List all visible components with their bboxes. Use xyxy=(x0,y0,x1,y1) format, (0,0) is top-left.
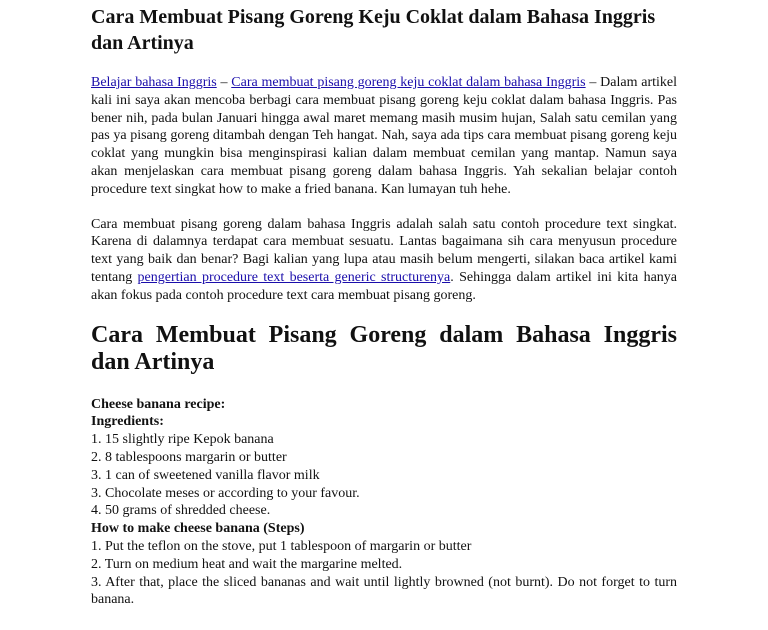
article-title: Cara Membuat Pisang Goreng Keju Coklat dalam Bahasa Inggris dan Artinya xyxy=(91,6,656,54)
learn-english-link[interactable]: Belajar bahasa Inggris xyxy=(91,75,217,90)
article-content xyxy=(91,4,677,609)
ingredient-item: 4. 50 grams of shredded cheese. xyxy=(91,503,271,519)
ingredient-item: 1. 15 slightly ripe Kepok banana xyxy=(91,432,274,448)
second-text-before: Cara membuat pisang goreng dalam bahasa Inggris adalah salah satu contoh procedure text singkat. Karena di dalamnya terdapat cara membuat sesuatu. Lantas bagaimana sih cara menyusun procedure text yang baik dan benar? Bagi kalian yang lupa atau masih belum mengerti, silakan baca artikel kami tentang xyxy=(91,216,677,285)
step-item: 3. After that, place the sliced bananas and wait until lightly browned (not burnt). Do not forget to turn banana. xyxy=(91,574,677,608)
link-separator: – xyxy=(216,75,232,90)
ingredients-label: Ingredients: xyxy=(91,414,164,430)
procedure-text-link[interactable]: pengertian procedure text beserta generic structurenya xyxy=(137,269,451,285)
recipe-section xyxy=(91,396,677,610)
second-paragraph xyxy=(91,216,677,305)
intro-paragraph xyxy=(91,74,677,199)
ingredient-item: 3. Chocolate meses or according to your favour. xyxy=(91,485,360,501)
intro-text: – Dalam artikel kali ini saya akan mencoba berbagi cara membuat pisang goreng keju coklat dalam bahasa Inggris. Pas bener nih, pada bulan Januari hingga awal maret memang masih musim hujan, Salah satu cemilan yang pas ya pisang goreng ditambah dengan Teh hangat. Nah, saya ada tips cara membuat pisang goreng keju coklat yang mungkin bisa menginspirasi kalian dalam membuat cemilan yang mantap. Namun saya akan menjelaskan cara membuat pisang goreng dalam bahasa Inggris. Yah sekalian belajar contoh procedure text singkat how to make a fried banana. Kan lumayan tuh hehe. xyxy=(91,75,678,197)
article-link[interactable]: Cara membuat pisang goreng keju coklat dalam bahasa Inggris xyxy=(231,75,586,90)
steps-label: How to make cheese banana (Steps) xyxy=(91,521,305,537)
recipe-title: Cheese banana recipe: xyxy=(91,396,226,412)
step-item: 1. Put the teflon on the stove, put 1 tablespoon of margarin or butter xyxy=(91,538,472,554)
second-text-after: . Sehingga dalam artikel ini kita hanya akan fokus pada contoh procedure text cara membuat pisang goreng. xyxy=(91,269,677,303)
ingredient-item: 3. 1 can of sweetened vanilla flavor milk xyxy=(91,467,320,483)
ingredient-item: 2. 8 tablespoons margarin or butter xyxy=(91,449,287,465)
section-heading: Cara Membuat Pisang Goreng dalam Bahasa Inggris dan Artinya xyxy=(91,321,677,375)
step-item: 2. Turn on medium heat and wait the margarine melted. xyxy=(91,556,403,572)
